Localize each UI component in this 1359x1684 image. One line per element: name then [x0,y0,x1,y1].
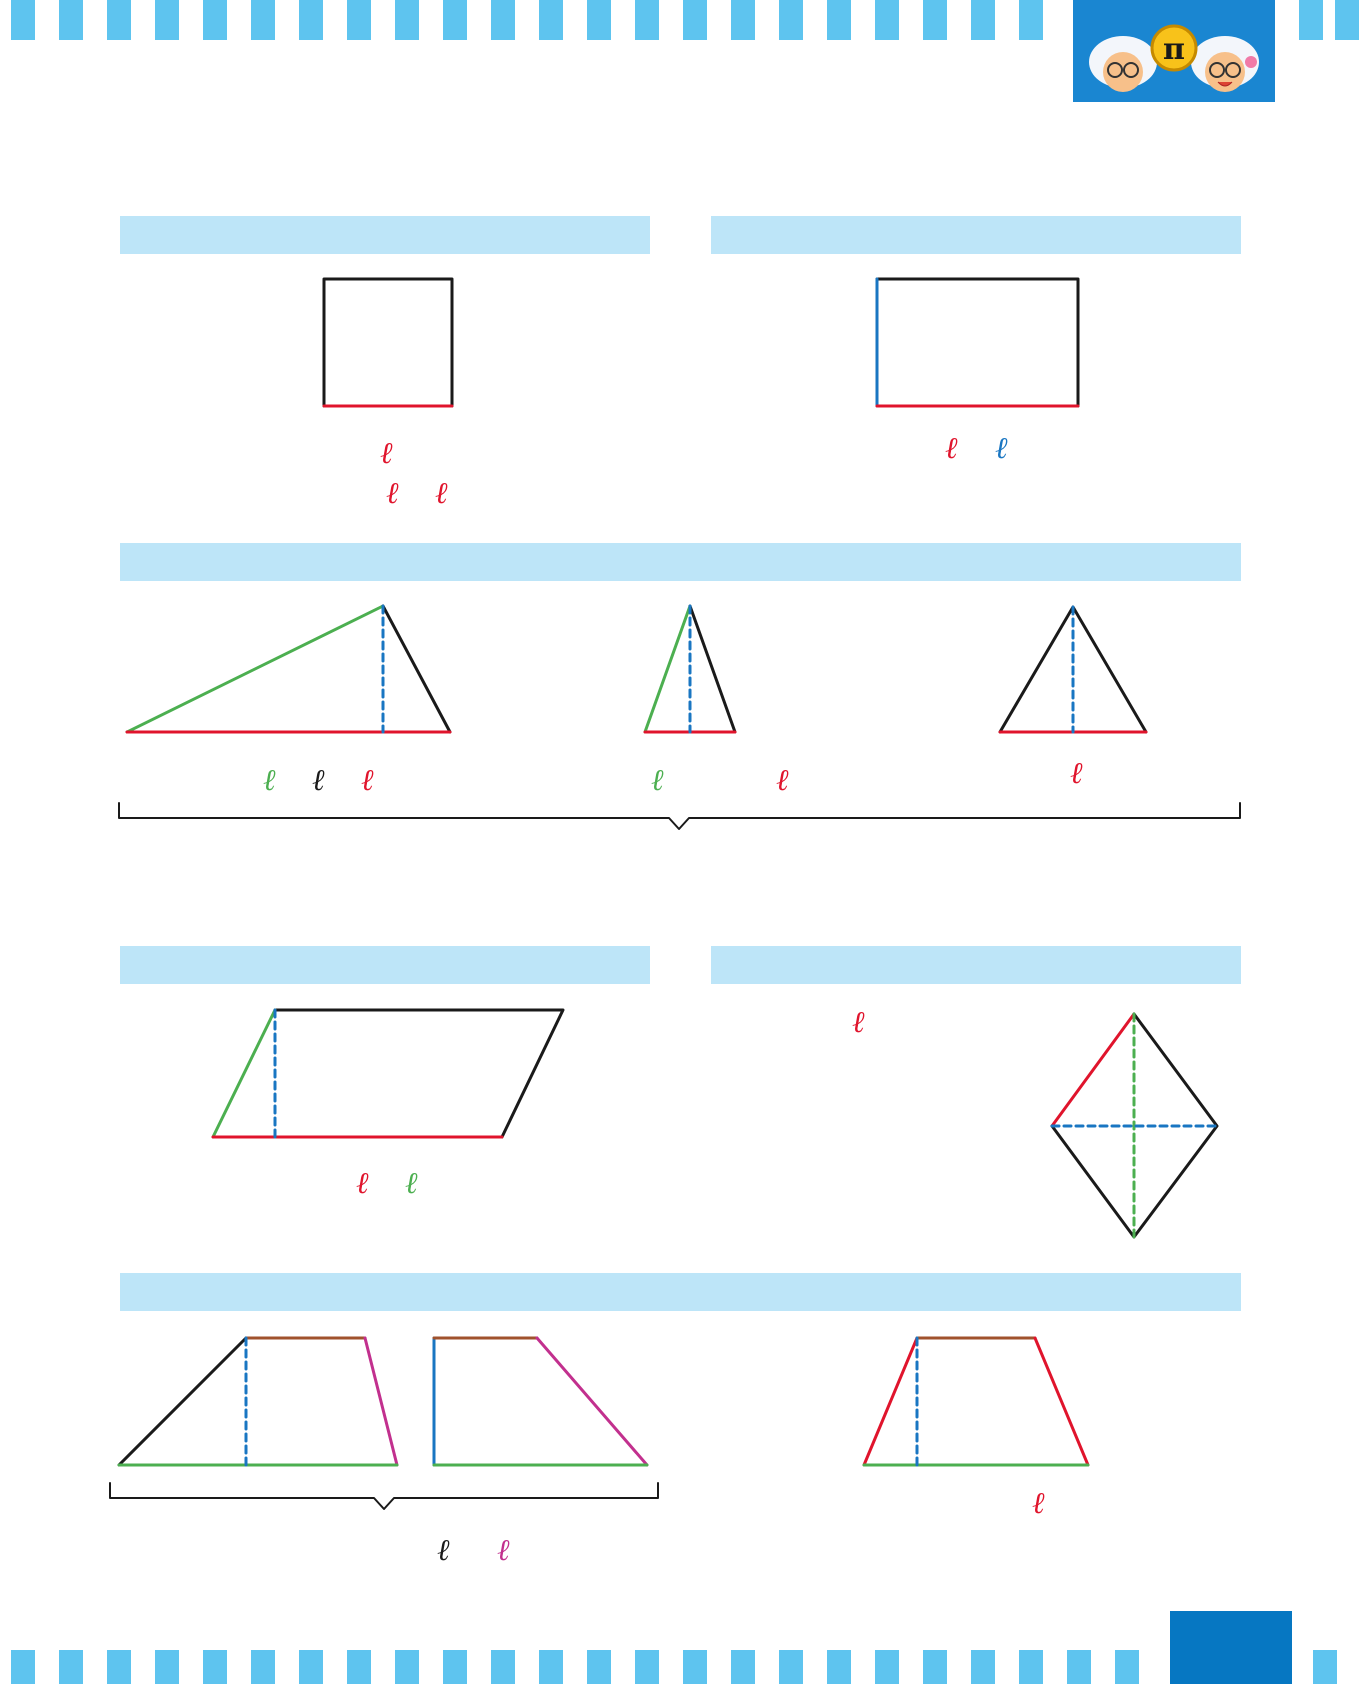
square-shape [324,279,452,406]
square-side-label: ℓ [380,436,393,471]
triangle-side-label: ℓ [361,763,374,798]
rhombus-side-label: ℓ [852,1005,865,1040]
trapezoid-side-label: ℓ [497,1533,510,1568]
triangle-side-label: ℓ [776,763,789,798]
triangles-brace [119,803,1240,829]
parallelogram-base-label: ℓ [356,1166,369,1201]
square-side-label: ℓ [435,476,448,511]
scalene-triangle-shape [127,606,450,732]
isosceles-triangle-shape [645,606,735,732]
rectangle-shape [877,279,1078,406]
parallelogram-shape [213,1010,563,1137]
rhombus-shape [1052,1014,1217,1237]
triangle-side-label: ℓ [263,763,276,798]
triangle-side-label: ℓ [651,763,664,798]
rectangle-length-label: ℓ [945,431,958,466]
page-number-box [1170,1611,1292,1684]
trapezoid-left-shape [119,1338,397,1465]
equilateral-triangle-shape [1000,607,1146,732]
trapezoid-right-angled-shape [434,1338,647,1465]
triangle-side-label: ℓ [1070,756,1083,791]
isosceles-trapezoid-shape [864,1338,1088,1465]
trapezoids-brace [110,1483,658,1509]
rectangle-width-label: ℓ [995,431,1008,466]
trapezoid-leg-label: ℓ [1032,1486,1045,1521]
square-side-label: ℓ [386,476,399,511]
bottom-stripe-border [0,1650,1359,1684]
parallelogram-side-label: ℓ [405,1166,418,1201]
pi-symbol: π [1163,32,1185,67]
trapezoid-side-label: ℓ [437,1533,450,1568]
triangle-side-label: ℓ [312,763,325,798]
